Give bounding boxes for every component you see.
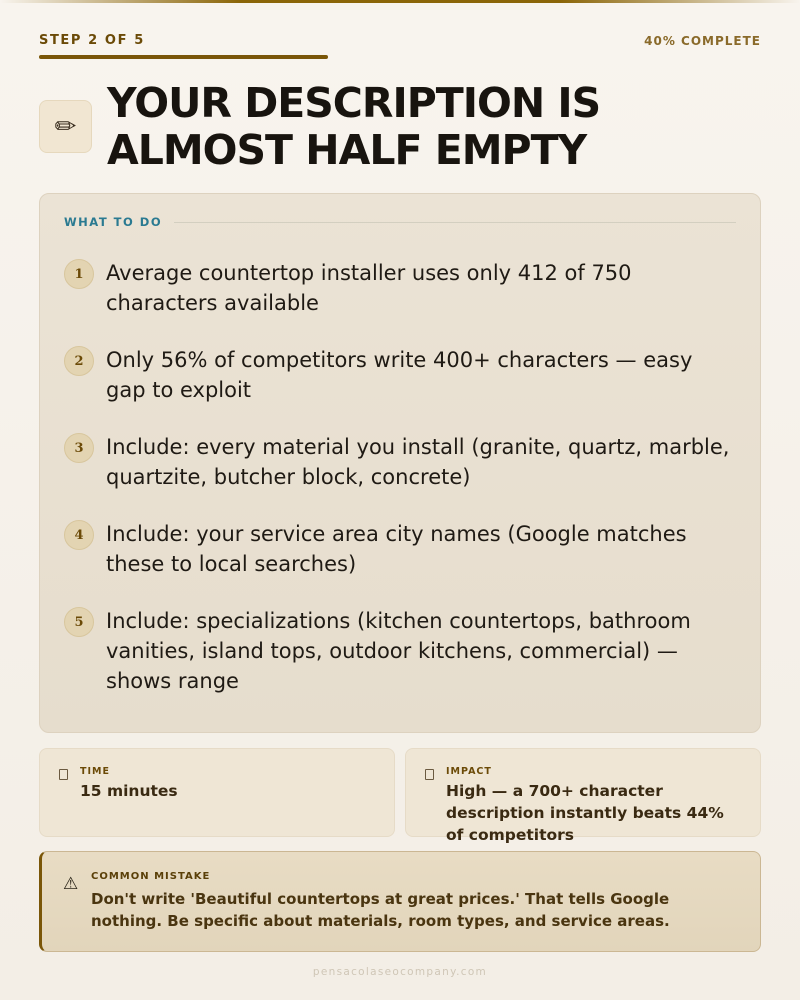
step-number-badge: 3 xyxy=(64,433,94,463)
list-item xyxy=(64,432,732,492)
percent-complete: 40% COMPLETE xyxy=(644,33,761,48)
step-number-badge: 1 xyxy=(64,259,94,289)
step-number-badge: 5 xyxy=(64,607,94,637)
step-indicator: STEP 2 OF 5 xyxy=(39,33,145,48)
top-accent-rule xyxy=(0,0,800,3)
section-header xyxy=(64,215,736,229)
pencil-icon: ✏ xyxy=(39,100,92,153)
progress-bar xyxy=(39,55,761,59)
progress-header xyxy=(39,33,761,48)
time-label: TIME xyxy=(80,766,110,777)
section-label: WHAT TO DO xyxy=(64,215,163,229)
step-text: Include: your service area city names (Google matches these to local searches) xyxy=(106,522,687,576)
impact-value: High — a 700+ character description instantly beats 44% of competitors xyxy=(446,782,724,844)
impact-card xyxy=(405,748,761,844)
what-to-do-card xyxy=(39,193,761,733)
mistake-label: COMMON MISTAKE xyxy=(91,871,211,882)
common-mistake-card xyxy=(39,851,761,952)
list-item xyxy=(64,519,732,579)
list-item xyxy=(64,345,732,405)
footer-domain: pensacolaseocompany.com xyxy=(312,966,488,978)
title-row xyxy=(39,80,761,174)
step-text: Include: specializations (kitchen countertops, bathroom vanities, island tops, outdoor kitchens, commercial) — shows range xyxy=(106,609,691,693)
step-number-badge: 2 xyxy=(64,346,94,376)
step-text: Include: every material you install (granite, quartz, marble, quartzite, butcher block, concrete) xyxy=(106,435,730,489)
step-text: Only 56% of competitors write 400+ characters — easy gap to exploit xyxy=(106,348,693,402)
impact-label: IMPACT xyxy=(446,766,492,777)
step-text: Average countertop installer uses only 412 of 750 characters available xyxy=(106,261,632,315)
warning-icon: ⚠ xyxy=(63,874,79,893)
list-item xyxy=(64,606,732,696)
progress-bar-fill xyxy=(39,55,328,59)
clock-icon xyxy=(59,769,68,780)
time-value: 15 minutes xyxy=(80,782,178,800)
mistake-text: Don't write 'Beautiful countertops at great prices.' That tells Google nothing. Be specific about materials, room types, and service areas. xyxy=(91,890,670,930)
chart-icon xyxy=(425,769,434,780)
page-title: YOUR DESCRIPTION IS ALMOST HALF EMPTY xyxy=(107,79,601,174)
steps-list xyxy=(64,258,732,723)
time-card xyxy=(39,748,395,837)
section-divider xyxy=(174,222,736,223)
list-item xyxy=(64,258,732,318)
step-number-badge: 4 xyxy=(64,520,94,550)
